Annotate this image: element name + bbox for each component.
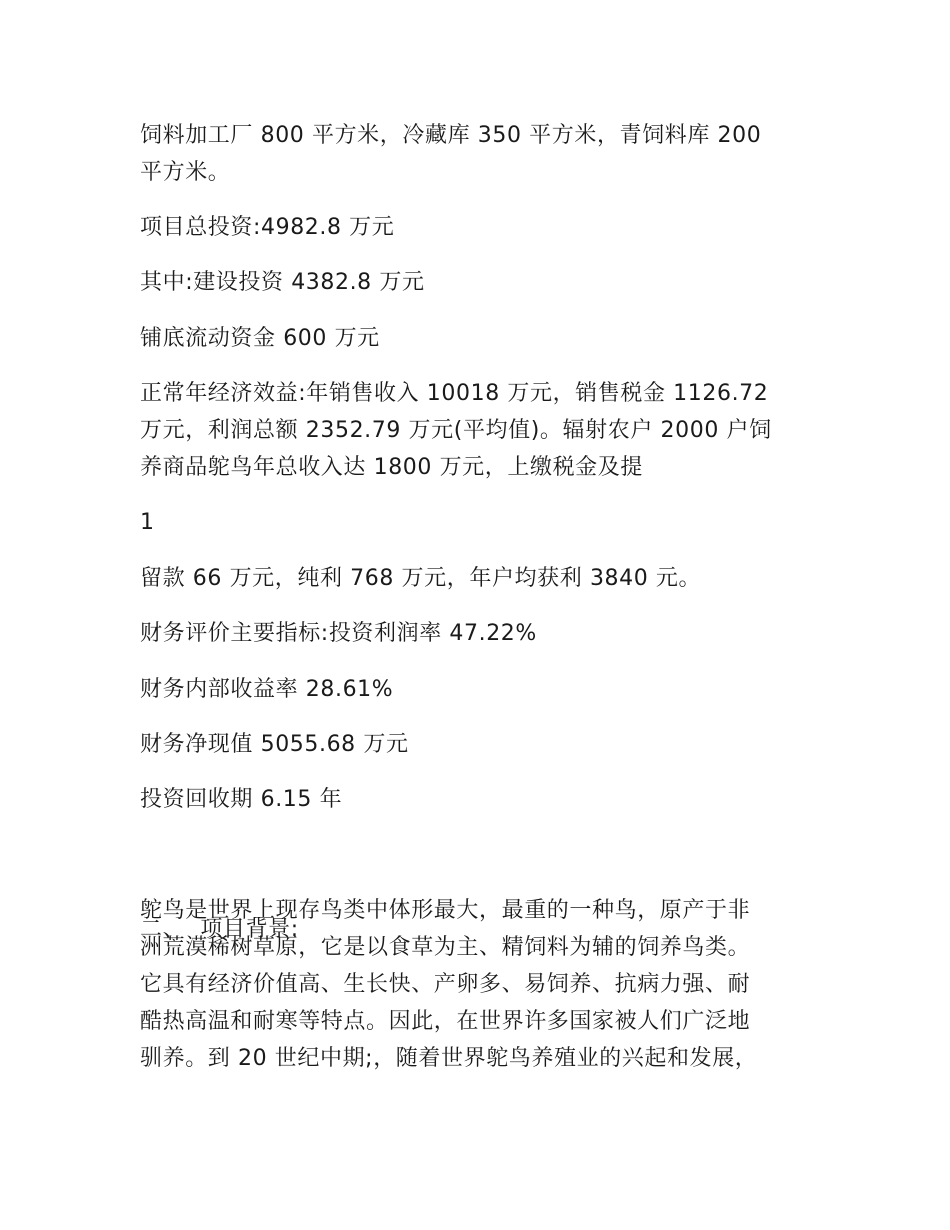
text-line: 酷热高温和耐寒等特点。因此，在世界许多国家被人们广泛地: [140, 1009, 751, 1034]
text-line: 财务评价主要指标:投资利润率 47.22%: [140, 621, 537, 646]
paragraph-retained-funds: [140, 560, 820, 597]
paragraph-construction-investment: [140, 264, 820, 301]
paragraph-total-investment: [140, 209, 820, 246]
paragraph-ostrich-background: [140, 892, 820, 1077]
text-line: 财务内部收益率 28.61%: [140, 677, 394, 702]
text-line: 项目总投资:4982.8 万元: [140, 215, 395, 240]
page-number-text: 1: [140, 510, 155, 535]
text-line: 养商品鸵鸟年总收入达 1800 万元，上缴税金及提: [140, 455, 643, 480]
text-line: 平方米。: [140, 160, 231, 185]
text-line: 铺底流动资金 600 万元: [140, 326, 380, 351]
text-line: 正常年经济效益:年销售收入 10018 万元，销售税金 1126.72: [140, 381, 769, 406]
paragraph-payback-period: [140, 781, 820, 818]
paragraph-facility-area: [140, 117, 820, 191]
text-line: 财务净现值 5055.68 万元: [140, 732, 409, 757]
text-line: 其中:建设投资 4382.8 万元: [140, 270, 425, 295]
paragraph-profit-rate: [140, 615, 820, 652]
text-line: 驯养。到 20 世纪中期;，随着世界鸵鸟养殖业的兴起和发展，: [140, 1046, 758, 1071]
paragraph-npv: [140, 726, 820, 763]
text-line: 鸵鸟是世界上现存鸟类中体形最大，最重的一种鸟，原产于非: [140, 898, 751, 923]
text-line: 洲荒漠稀树草原，它是以食草为主、精饲料为辅的饲养鸟类。: [140, 935, 751, 960]
text-line: 投资回收期 6.15 年: [140, 787, 343, 812]
text-line: 它具有经济价值高、生长快、产卵多、易饲养、抗病力强、耐: [140, 972, 751, 997]
page-number: [140, 504, 820, 541]
text-line: 饲料加工厂 800 平方米，冷藏库 350 平方米，青饲料库 200: [140, 123, 762, 148]
paragraph-working-capital: [140, 320, 820, 357]
text-line: 万元，利润总额 2352.79 万元(平均值)。辐射农户 2000 户饲: [140, 418, 772, 443]
text-line: 留款 66 万元，纯利 768 万元，年户均获利 3840 元。: [140, 566, 702, 591]
section-heading-text: 二、 项目背景:: [140, 917, 299, 942]
paragraph-irr: [140, 671, 820, 708]
paragraph-economic-benefit: [140, 375, 820, 486]
